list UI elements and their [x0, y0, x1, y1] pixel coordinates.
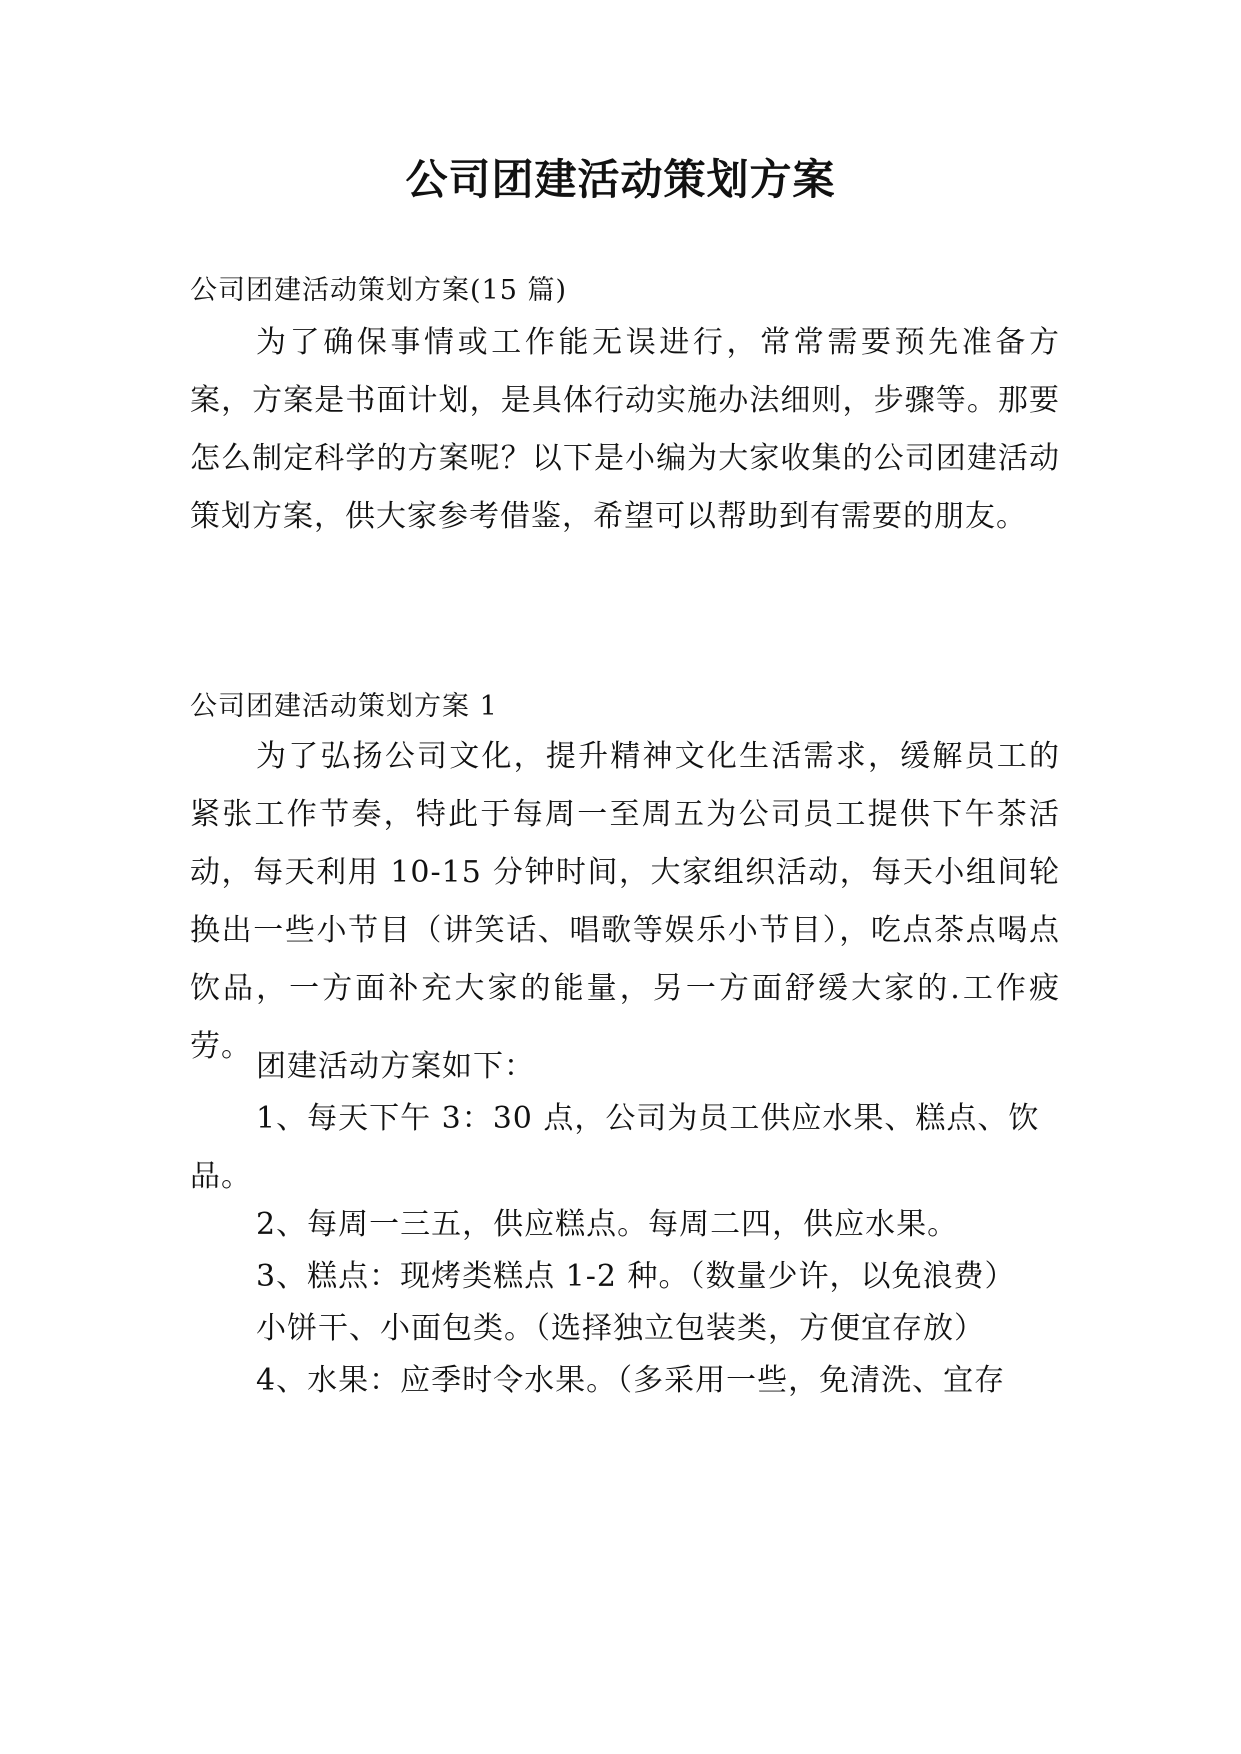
- plan-item-3-line-1: 3、糕点：现烤类糕点 1-2 种。（数量少许，以免浪费）: [256, 1259, 1016, 1294]
- plan-item-4: 4、水果：应季时令水果。（多采用一些，免清洗、宜存: [256, 1363, 1006, 1398]
- document-title: 公司团建活动策划方案: [405, 155, 836, 204]
- plan-intro: 团建活动方案如下：: [256, 1049, 535, 1084]
- section1-heading: 公司团建活动策划方案 1: [190, 691, 498, 722]
- plan-item-2: 2、每周一三五，供应糕点。每周二四，供应水果。: [256, 1207, 959, 1242]
- intro-heading: 公司团建活动策划方案(15 篇): [190, 275, 568, 306]
- plan-item-3-line-2: 小饼干、小面包类。（选择独立包装类，方便宜存放）: [256, 1311, 985, 1346]
- plan-item-1: 1、每天下午 3：30 点，公司为员工供应水果、糕点、饮品。: [190, 1101, 1040, 1194]
- section1-paragraph: 为了弘扬公司文化，提升精神文化生活需求，缓解员工的紧张工作节奏，特此于每周一至周五为公司员工提供下午茶活动，每天利用 10-15 分钟时间，大家组织活动，每天小组间轮换出一些小节目（讲笑话、唱歌等娱乐小节目），吃点茶点喝点饮品，一方面补充大家的能量，另一方面舒缓大家的.工作疲劳。: [190, 739, 1060, 1064]
- intro-paragraph: 为了确保事情或工作能无误进行，常常需要预先准备方案，方案是书面计划，是具体行动实施办法细则，步骤等。那要怎么制定科学的方案呢？以下是小编为大家收集的公司团建活动策划方案，供大家参考借鉴，希望可以帮助到有需要的朋友。: [190, 325, 1060, 534]
